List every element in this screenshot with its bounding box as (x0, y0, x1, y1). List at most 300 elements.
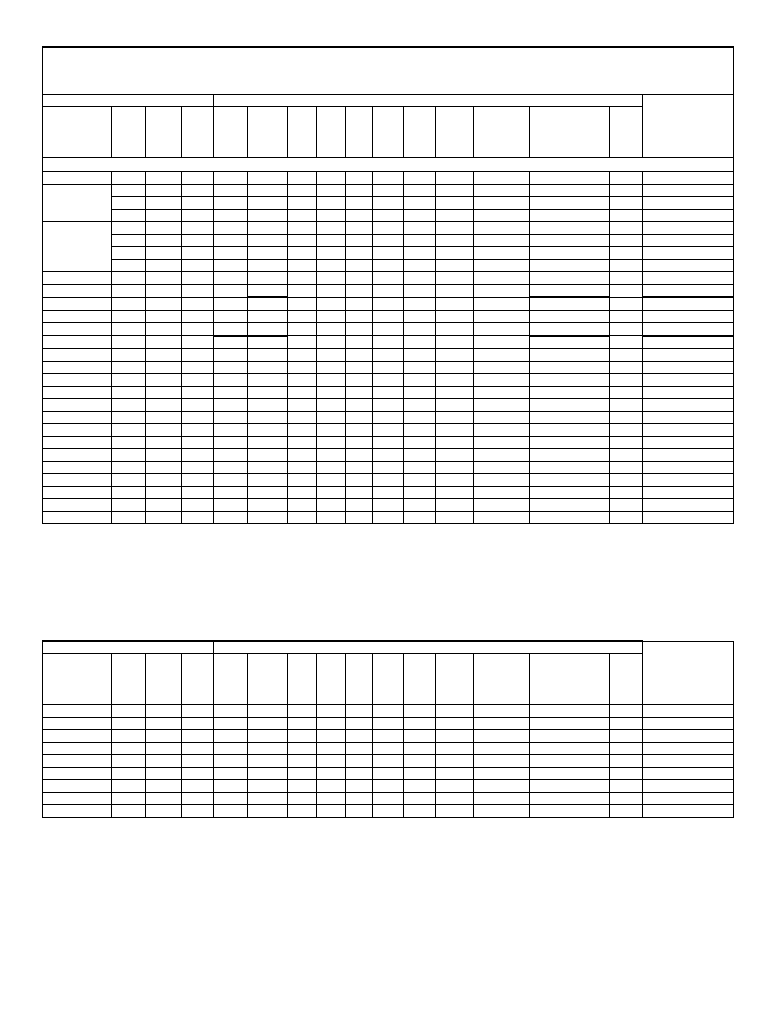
table-cell[interactable] (182, 399, 214, 412)
table-cell[interactable] (182, 323, 214, 336)
table-cell[interactable] (112, 474, 146, 487)
table-cell[interactable] (288, 424, 317, 437)
table-cell[interactable] (474, 730, 530, 743)
table-cell[interactable] (288, 297, 317, 310)
table-cell[interactable] (530, 349, 610, 362)
table-cell[interactable] (248, 474, 288, 487)
table-cell[interactable] (43, 411, 112, 424)
table-cell[interactable] (146, 222, 182, 235)
table-cell[interactable] (474, 767, 530, 780)
table-cell[interactable] (404, 755, 436, 768)
table-cell[interactable] (530, 272, 610, 285)
table-cell[interactable] (182, 374, 214, 387)
table-cell[interactable] (530, 805, 610, 818)
table-cell[interactable] (214, 499, 248, 512)
table-cell[interactable] (643, 272, 734, 285)
table-cell[interactable] (436, 222, 474, 235)
table-cell[interactable] (474, 259, 530, 272)
table-cell[interactable] (146, 436, 182, 449)
table-cell[interactable] (643, 499, 734, 512)
table-cell[interactable] (182, 336, 214, 349)
table-cell[interactable] (404, 259, 436, 272)
table-cell[interactable] (643, 461, 734, 474)
table-cell[interactable] (530, 424, 610, 437)
table-cell[interactable] (248, 323, 288, 336)
table-cell[interactable] (317, 399, 346, 412)
table-cell[interactable] (146, 742, 182, 755)
table-cell[interactable] (474, 247, 530, 260)
table-cell[interactable] (346, 184, 373, 197)
table-cell[interactable] (346, 336, 373, 349)
table-cell[interactable] (112, 411, 146, 424)
table-cell[interactable] (214, 755, 248, 768)
table-cell[interactable] (248, 297, 288, 310)
table-cell[interactable] (404, 767, 436, 780)
table-cell[interactable] (373, 717, 404, 730)
table-cell[interactable] (214, 259, 248, 272)
table-cell[interactable] (373, 336, 404, 349)
table-cell[interactable] (530, 730, 610, 743)
table-cell[interactable] (346, 284, 373, 297)
table-cell[interactable] (346, 259, 373, 272)
table-cell[interactable] (146, 461, 182, 474)
table-cell[interactable] (317, 272, 346, 285)
table-cell[interactable] (530, 361, 610, 374)
table-cell[interactable] (43, 436, 112, 449)
table-cell[interactable] (474, 755, 530, 768)
table-cell[interactable] (43, 705, 112, 718)
table-cell[interactable] (182, 310, 214, 323)
table-cell[interactable] (474, 499, 530, 512)
table-cell[interactable] (404, 792, 436, 805)
table-cell[interactable] (182, 449, 214, 462)
table-cell[interactable] (610, 209, 643, 222)
table-cell[interactable] (643, 717, 734, 730)
table-cell[interactable] (248, 805, 288, 818)
table-cell[interactable] (288, 474, 317, 487)
table-cell[interactable] (436, 209, 474, 222)
table-cell[interactable] (474, 386, 530, 399)
table-cell[interactable] (404, 449, 436, 462)
table-cell[interactable] (474, 805, 530, 818)
table-cell[interactable] (182, 511, 214, 524)
table-cell[interactable] (317, 386, 346, 399)
table-cell[interactable] (146, 386, 182, 399)
table-cell[interactable] (404, 284, 436, 297)
table-cell[interactable] (248, 499, 288, 512)
table-cell[interactable] (404, 247, 436, 260)
table-cell[interactable] (643, 486, 734, 499)
table-cell[interactable] (288, 705, 317, 718)
table-cell[interactable] (182, 209, 214, 222)
table-cell[interactable] (373, 486, 404, 499)
table-cell[interactable] (317, 461, 346, 474)
table-cell[interactable] (530, 284, 610, 297)
table-cell[interactable] (288, 284, 317, 297)
table-cell[interactable] (436, 499, 474, 512)
table-cell[interactable] (288, 780, 317, 793)
table-cell[interactable] (404, 310, 436, 323)
table-cell[interactable] (112, 499, 146, 512)
table-cell[interactable] (610, 486, 643, 499)
table-cell[interactable] (182, 436, 214, 449)
table-cell[interactable] (643, 209, 734, 222)
table-cell[interactable] (530, 184, 610, 197)
table-cell[interactable] (474, 486, 530, 499)
table-cell[interactable] (436, 197, 474, 210)
table-cell[interactable] (373, 247, 404, 260)
table-cell[interactable] (214, 310, 248, 323)
table-cell[interactable] (317, 792, 346, 805)
table-cell[interactable] (146, 361, 182, 374)
table-cell[interactable] (610, 411, 643, 424)
table-cell[interactable] (610, 284, 643, 297)
table-cell[interactable] (146, 767, 182, 780)
table-cell[interactable] (643, 792, 734, 805)
table-cell[interactable] (248, 780, 288, 793)
table-cell[interactable] (436, 461, 474, 474)
table-cell[interactable] (43, 374, 112, 387)
table-cell[interactable] (43, 272, 112, 285)
table-cell[interactable] (248, 349, 288, 362)
table-cell[interactable] (214, 486, 248, 499)
table-cell[interactable] (248, 247, 288, 260)
table-cell[interactable] (317, 259, 346, 272)
table-cell[interactable] (373, 172, 404, 185)
table-cell[interactable] (182, 780, 214, 793)
table-cell[interactable] (248, 511, 288, 524)
table-cell[interactable] (288, 730, 317, 743)
table-cell[interactable] (530, 511, 610, 524)
table-cell[interactable] (317, 374, 346, 387)
table-cell[interactable] (248, 222, 288, 235)
table-cell[interactable] (146, 486, 182, 499)
table-cell[interactable] (346, 297, 373, 310)
table-cell[interactable] (436, 705, 474, 718)
table-cell[interactable] (474, 172, 530, 185)
table-cell[interactable] (610, 767, 643, 780)
table-cell[interactable] (43, 424, 112, 437)
table-cell[interactable] (43, 386, 112, 399)
table-cell[interactable] (214, 461, 248, 474)
table-cell[interactable] (248, 374, 288, 387)
table-cell[interactable] (436, 310, 474, 323)
table-cell[interactable] (288, 461, 317, 474)
table-cell[interactable] (112, 705, 146, 718)
table-cell[interactable] (346, 780, 373, 793)
table-cell[interactable] (112, 197, 146, 210)
table-cell[interactable] (112, 349, 146, 362)
table-cell[interactable] (346, 474, 373, 487)
table-cell[interactable] (248, 705, 288, 718)
table-cell[interactable] (530, 717, 610, 730)
table-cell[interactable] (436, 184, 474, 197)
table-cell[interactable] (530, 310, 610, 323)
table-cell[interactable] (214, 511, 248, 524)
table-cell[interactable] (182, 197, 214, 210)
table-cell[interactable] (404, 297, 436, 310)
table-cell[interactable] (214, 184, 248, 197)
table-cell[interactable] (146, 184, 182, 197)
table-cell[interactable] (474, 461, 530, 474)
table-cell[interactable] (43, 511, 112, 524)
table-cell[interactable] (610, 805, 643, 818)
table-cell[interactable] (317, 780, 346, 793)
table-cell[interactable] (214, 284, 248, 297)
table-cell[interactable] (643, 742, 734, 755)
table-cell[interactable] (346, 197, 373, 210)
table-cell[interactable] (214, 197, 248, 210)
table-cell[interactable] (43, 172, 112, 185)
table-cell[interactable] (530, 486, 610, 499)
table-cell[interactable] (373, 705, 404, 718)
table-cell[interactable] (182, 297, 214, 310)
table-cell[interactable] (436, 717, 474, 730)
table-cell[interactable] (146, 209, 182, 222)
table-cell[interactable] (643, 386, 734, 399)
table-cell[interactable] (643, 184, 734, 197)
table-cell[interactable] (43, 792, 112, 805)
table-cell[interactable] (182, 717, 214, 730)
table-cell[interactable] (43, 499, 112, 512)
table-cell[interactable] (317, 297, 346, 310)
table-cell[interactable] (248, 792, 288, 805)
table-cell[interactable] (112, 742, 146, 755)
table-cell[interactable] (288, 499, 317, 512)
table-cell[interactable] (436, 272, 474, 285)
table-cell[interactable] (288, 436, 317, 449)
table-cell[interactable] (112, 386, 146, 399)
table-cell[interactable] (373, 209, 404, 222)
table-cell[interactable] (214, 424, 248, 437)
table-cell[interactable] (214, 474, 248, 487)
table-cell[interactable] (146, 730, 182, 743)
table-cell[interactable] (436, 323, 474, 336)
table-cell[interactable] (610, 386, 643, 399)
table-cell[interactable] (317, 172, 346, 185)
table-cell[interactable] (643, 336, 734, 349)
table-cell[interactable] (643, 259, 734, 272)
table-cell[interactable] (43, 222, 112, 272)
table-cell[interactable] (404, 730, 436, 743)
table-cell[interactable] (436, 792, 474, 805)
table-cell[interactable] (182, 222, 214, 235)
table-cell[interactable] (373, 284, 404, 297)
table-cell[interactable] (317, 361, 346, 374)
table-cell[interactable] (346, 349, 373, 362)
table-cell[interactable] (248, 755, 288, 768)
table-cell[interactable] (373, 461, 404, 474)
table-cell[interactable] (288, 234, 317, 247)
table-cell[interactable] (610, 511, 643, 524)
table-cell[interactable] (373, 234, 404, 247)
table-cell[interactable] (643, 705, 734, 718)
table-cell[interactable] (146, 272, 182, 285)
table-cell[interactable] (436, 449, 474, 462)
table-cell[interactable] (610, 272, 643, 285)
table-cell[interactable] (288, 511, 317, 524)
table-cell[interactable] (610, 755, 643, 768)
table-cell[interactable] (112, 234, 146, 247)
table-cell[interactable] (373, 767, 404, 780)
table-cell[interactable] (112, 361, 146, 374)
table-cell[interactable] (182, 461, 214, 474)
table-cell[interactable] (288, 386, 317, 399)
table-cell[interactable] (530, 222, 610, 235)
table-cell[interactable] (643, 399, 734, 412)
table-cell[interactable] (317, 411, 346, 424)
table-cell[interactable] (373, 730, 404, 743)
table-cell[interactable] (346, 310, 373, 323)
table-cell[interactable] (112, 399, 146, 412)
table-cell[interactable] (146, 349, 182, 362)
table-cell[interactable] (214, 705, 248, 718)
table-cell[interactable] (112, 259, 146, 272)
table-cell[interactable] (214, 209, 248, 222)
table-cell[interactable] (373, 197, 404, 210)
table-cell[interactable] (146, 284, 182, 297)
table-cell[interactable] (182, 730, 214, 743)
table-cell[interactable] (643, 805, 734, 818)
table-cell[interactable] (317, 222, 346, 235)
table-cell[interactable] (214, 386, 248, 399)
table-cell[interactable] (530, 172, 610, 185)
table-cell[interactable] (610, 717, 643, 730)
table-cell[interactable] (373, 386, 404, 399)
table-cell[interactable] (182, 234, 214, 247)
table-cell[interactable] (146, 259, 182, 272)
table-cell[interactable] (436, 780, 474, 793)
table-cell[interactable] (317, 730, 346, 743)
table-cell[interactable] (214, 730, 248, 743)
table-cell[interactable] (43, 449, 112, 462)
table-cell[interactable] (248, 259, 288, 272)
table-cell[interactable] (346, 209, 373, 222)
table-cell[interactable] (182, 386, 214, 399)
table-cell[interactable] (373, 780, 404, 793)
table-cell[interactable] (214, 449, 248, 462)
table-cell[interactable] (373, 222, 404, 235)
table-cell[interactable] (182, 411, 214, 424)
table-cell[interactable] (610, 780, 643, 793)
table-cell[interactable] (43, 474, 112, 487)
table-cell[interactable] (112, 336, 146, 349)
table-cell[interactable] (474, 272, 530, 285)
table-cell[interactable] (182, 172, 214, 185)
table-cell[interactable] (214, 436, 248, 449)
table-cell[interactable] (346, 792, 373, 805)
table-cell[interactable] (474, 436, 530, 449)
table-cell[interactable] (643, 730, 734, 743)
table-cell[interactable] (404, 386, 436, 399)
table-cell[interactable] (346, 511, 373, 524)
table-cell[interactable] (404, 742, 436, 755)
table-cell[interactable] (182, 499, 214, 512)
table-cell[interactable] (530, 374, 610, 387)
table-cell[interactable] (317, 234, 346, 247)
table-cell[interactable] (317, 511, 346, 524)
table-cell[interactable] (610, 449, 643, 462)
table-cell[interactable] (43, 399, 112, 412)
table-cell[interactable] (610, 297, 643, 310)
table-cell[interactable] (436, 767, 474, 780)
table-cell[interactable] (288, 336, 317, 349)
table-cell[interactable] (288, 742, 317, 755)
table-cell[interactable] (610, 499, 643, 512)
table-cell[interactable] (248, 399, 288, 412)
table-cell[interactable] (288, 197, 317, 210)
table-cell[interactable] (248, 436, 288, 449)
table-cell[interactable] (530, 209, 610, 222)
table-cell[interactable] (530, 336, 610, 349)
table-cell[interactable] (530, 461, 610, 474)
table-cell[interactable] (373, 411, 404, 424)
table-cell[interactable] (317, 717, 346, 730)
table-cell[interactable] (214, 297, 248, 310)
table-cell[interactable] (288, 449, 317, 462)
table-cell[interactable] (146, 399, 182, 412)
table-cell[interactable] (436, 511, 474, 524)
table-cell[interactable] (112, 272, 146, 285)
table-cell[interactable] (112, 374, 146, 387)
table-cell[interactable] (288, 222, 317, 235)
table-cell[interactable] (610, 461, 643, 474)
table-cell[interactable] (474, 284, 530, 297)
table-cell[interactable] (288, 209, 317, 222)
table-cell[interactable] (214, 361, 248, 374)
table-cell[interactable] (317, 767, 346, 780)
table-cell[interactable] (610, 349, 643, 362)
table-cell[interactable] (288, 399, 317, 412)
table-cell[interactable] (112, 436, 146, 449)
table-cell[interactable] (146, 511, 182, 524)
table-cell[interactable] (436, 474, 474, 487)
table-cell[interactable] (373, 184, 404, 197)
table-cell[interactable] (112, 247, 146, 260)
table-cell[interactable] (248, 767, 288, 780)
table-cell[interactable] (43, 742, 112, 755)
table-cell[interactable] (404, 399, 436, 412)
table-cell[interactable] (373, 474, 404, 487)
table-cell[interactable] (288, 310, 317, 323)
table-cell[interactable] (373, 511, 404, 524)
table-cell[interactable] (146, 792, 182, 805)
table-cell[interactable] (474, 399, 530, 412)
table-cell[interactable] (404, 349, 436, 362)
table-cell[interactable] (346, 486, 373, 499)
table-cell[interactable] (43, 805, 112, 818)
table-cell[interactable] (373, 361, 404, 374)
table-cell[interactable] (436, 361, 474, 374)
table-cell[interactable] (317, 336, 346, 349)
table-cell[interactable] (43, 461, 112, 474)
table-cell[interactable] (112, 767, 146, 780)
table-cell[interactable] (474, 742, 530, 755)
table-cell[interactable] (214, 349, 248, 362)
table-cell[interactable] (214, 399, 248, 412)
table-cell[interactable] (436, 755, 474, 768)
table-cell[interactable] (112, 184, 146, 197)
table-cell[interactable] (610, 424, 643, 437)
table-cell[interactable] (43, 361, 112, 374)
table-cell[interactable] (436, 284, 474, 297)
table-cell[interactable] (436, 172, 474, 185)
table-cell[interactable] (146, 247, 182, 260)
table-cell[interactable] (404, 461, 436, 474)
table-cell[interactable] (610, 310, 643, 323)
table-cell[interactable] (530, 259, 610, 272)
table-cell[interactable] (43, 717, 112, 730)
